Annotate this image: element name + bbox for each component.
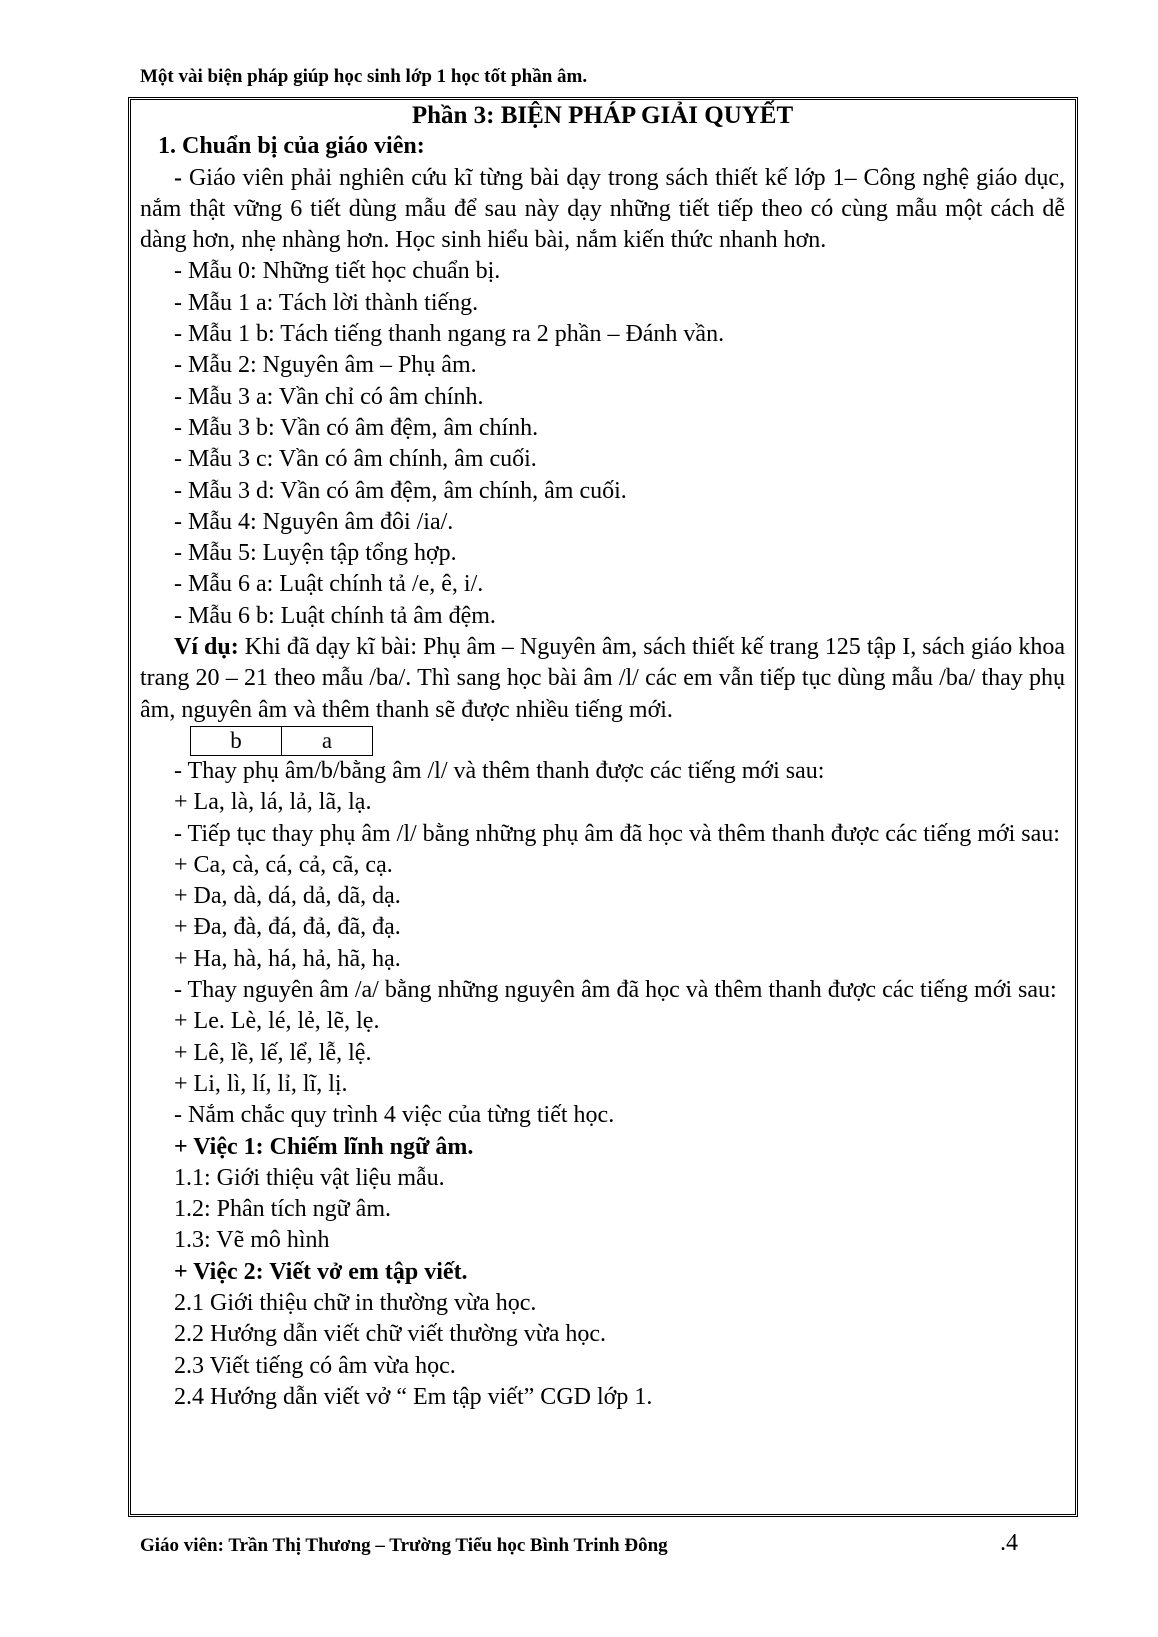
vowel-line-1: + Lê, lề, lế, lể, lễ, lệ. xyxy=(174,1039,372,1066)
consonant-line-1: + Da, dà, dá, dả, dã, dạ. xyxy=(174,883,401,910)
consonant-line-0: + Ca, cà, cá, cả, cã, cạ. xyxy=(174,851,393,878)
example-paragraph xyxy=(140,632,1065,726)
process-text: - Nắm chắc quy trình 4 việc của từng tiết học. xyxy=(174,1102,615,1129)
viec2-item-3: 2.4 Hướng dẫn viết vở “ Em tập viết” CGD lớp 1. xyxy=(174,1383,653,1410)
consonant-line-3: + Ha, hà, há, hả, hã, hạ. xyxy=(174,945,401,972)
mau-item-9: - Mẫu 5: Luyện tập tổng hợp. xyxy=(174,540,457,567)
mau-item-7: - Mẫu 3 d: Vần có âm đệm, âm chính, âm cuối. xyxy=(174,477,627,504)
viec2-item-0: 2.1 Giới thiệu chữ in thường vừa học. xyxy=(174,1289,537,1316)
viec1-item-2: 1.3: Vẽ mô hình xyxy=(174,1227,330,1254)
replace-vowel-text: - Thay nguyên âm /a/ bằng những nguyên âm đã học và thêm thanh được các tiếng mới sau: xyxy=(174,977,1057,1004)
document-body xyxy=(140,100,1065,1413)
vowel-line-0: + Le. Lè, lé, lẻ, lẽ, lẹ. xyxy=(174,1008,380,1035)
section-title: Phần 3: BIỆN PHÁP GIẢI QUYẾT xyxy=(411,102,794,129)
viec1-item-0: 1.1: Giới thiệu vật liệu mẫu. xyxy=(174,1164,445,1191)
model-table xyxy=(190,726,373,756)
intro-dash: - xyxy=(174,164,189,191)
viec2-item-2: 2.3 Viết tiếng có âm vừa học. xyxy=(174,1352,456,1379)
viec2-item-1: 2.2 Hướng dẫn viết chữ viết thường vừa học. xyxy=(174,1321,606,1348)
model-cell-consonant: b xyxy=(191,726,282,755)
la-line: + La, là, lá, lả, lã, lạ. xyxy=(174,789,372,816)
mau-item-2: - Mẫu 1 b: Tách tiếng thanh ngang ra 2 phần – Đánh vần. xyxy=(174,321,725,348)
page-number: .4 xyxy=(1000,1530,1018,1556)
page-header: Một vài biện pháp giúp học sinh lớp 1 học tốt phần âm. xyxy=(140,66,588,87)
viec2-heading: + Việc 2: Viết vở em tập viết. xyxy=(174,1258,468,1285)
mau-item-0: - Mẫu 0: Những tiết học chuẩn bị. xyxy=(174,258,501,285)
model-cell-vowel: a xyxy=(282,726,373,755)
viec1-heading: + Việc 1: Chiếm lĩnh ngữ âm. xyxy=(174,1133,474,1160)
section1-heading: 1. Chuẩn bị của giáo viên: xyxy=(158,133,425,160)
consonant-line-2: + Đa, đà, đá, đả, đã, đạ. xyxy=(174,914,401,941)
intro-paragraph xyxy=(140,163,1065,257)
page-footer: Giáo viên: Trần Thị Thương – Trường Tiểu học Bình Trinh Đông xyxy=(140,1535,668,1556)
mau-item-5: - Mẫu 3 b: Vần có âm đệm, âm chính. xyxy=(174,414,539,441)
replace-consonant-text: - Thay phụ âm/b/bằng âm /l/ và thêm thanh được các tiếng mới sau: xyxy=(174,757,825,784)
mau-item-4: - Mẫu 3 a: Vần chỉ có âm chính. xyxy=(174,383,484,410)
continue-text: - Tiếp tục thay phụ âm /l/ bằng những phụ âm đã học và thêm thanh được các tiếng mới sau: xyxy=(174,820,1060,847)
mau-item-1: - Mẫu 1 a: Tách lời thành tiếng. xyxy=(174,289,479,316)
mau-item-10: - Mẫu 6 a: Luật chính tả /e, ê, i/. xyxy=(174,571,484,598)
mau-item-6: - Mẫu 3 c: Vần có âm chính, âm cuối. xyxy=(174,446,537,473)
mau-item-8: - Mẫu 4: Nguyên âm đôi /ia/. xyxy=(174,508,454,535)
mau-item-3: - Mẫu 2: Nguyên âm – Phụ âm. xyxy=(174,352,477,379)
intro-text: Giáo viên phải nghiên cứu kĩ từng bài dạy trong sách thiết kế lớp 1– Công nghệ giáo dục, nắm thật vững 6 tiết dùng mẫu để sau này dạy những tiết tiếp theo có cùng mẫu một cách dễ dàng hơn, nhẹ nhàng hơn. Học sinh hiểu bài, nắm kiến thức nhanh hơn. xyxy=(140,164,1065,254)
mau-item-11: - Mẫu 6 b: Luật chính tả âm đệm. xyxy=(174,602,496,629)
example-label: Ví dụ: xyxy=(174,634,239,661)
example-text: Khi đã dạy kĩ bài: Phụ âm – Nguyên âm, sách thiết kế trang 125 tập I, sách giáo khoa trang 20 – 21 theo mẫu /ba/. Thì sang học bài âm /l/ các em vẫn tiếp tục dùng mẫu /ba/ thay phụ âm, nguyên âm và thêm thanh sẽ được nhiều tiếng mới. xyxy=(140,634,1065,723)
vowel-line-2: + Li, lì, lí, lỉ, lĩ, lị. xyxy=(174,1070,348,1097)
viec1-item-1: 1.2: Phân tích ngữ âm. xyxy=(174,1196,391,1223)
